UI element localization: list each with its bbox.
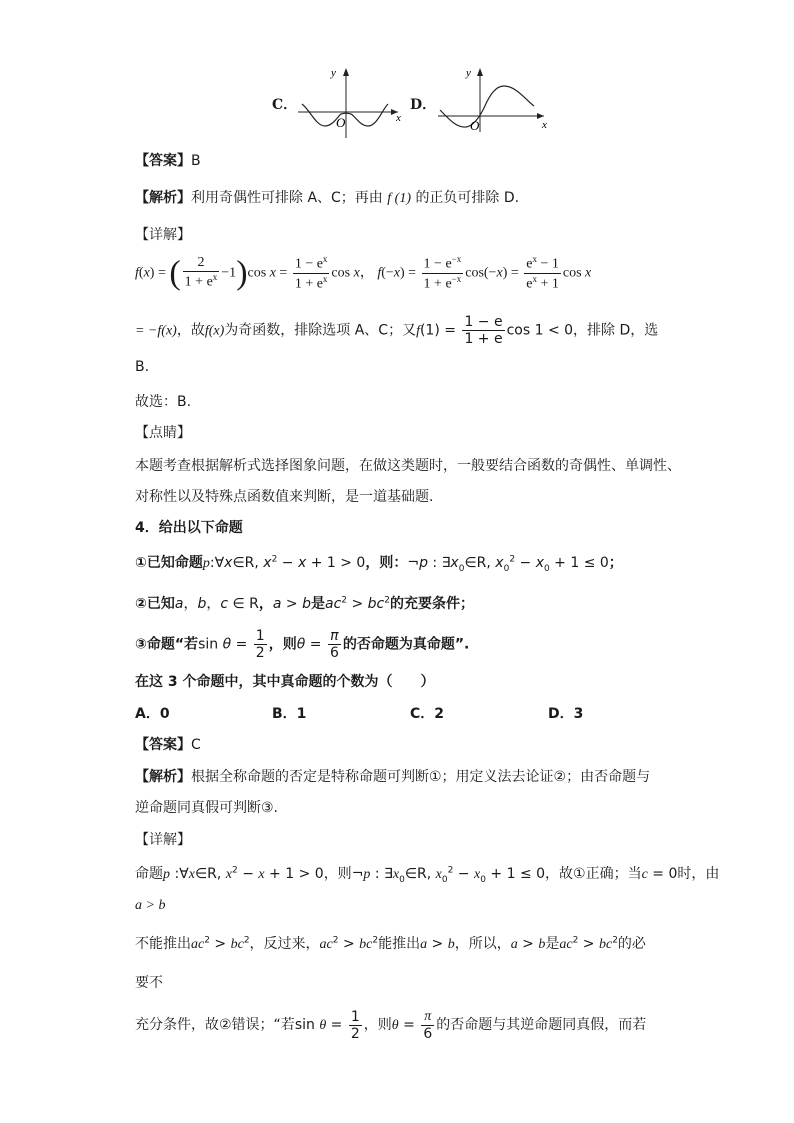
analysis-tag: 【解析】 <box>135 190 191 206</box>
q4-analysis-line2: 逆命题同真假可判断③. <box>135 800 279 816</box>
q3-tip-line2: 对称性以及特殊点函数值来判断，是一道基础题. <box>135 489 434 505</box>
option-d-label: D． <box>410 97 437 113</box>
answer-tag: 【答案】 <box>135 737 191 753</box>
q4-detail-line2: a > b <box>135 898 166 913</box>
q3-detail-line2: = −f(x)，故f(x)为奇函数，排除选项 A、C；又f(1) = $\frac{1 - e}{1 + e}$ cos 1 < 0，排除 D，选 <box>135 314 659 348</box>
q3-detail-tag: 【详解】 <box>135 227 191 243</box>
graph-c <box>296 64 408 140</box>
graph-d-y-label: y <box>466 67 471 79</box>
analysis-text-b: 的正负可排除 D. <box>415 190 520 206</box>
q4-proposition-3: ③命题“若sin θ = $\frac{1}{2}$ ，则θ = $\frac{\pi}{6}$ 的否命题为真命题”. <box>135 628 470 662</box>
graph-d-origin-label: O <box>470 118 480 132</box>
q3-tip-tag: 【点睛】 <box>135 425 191 441</box>
q4-analysis-line1: 【解析】根据全称命题的否定是特称命题可判断①；用定义法去论证②；由否命题与 <box>135 769 651 785</box>
q3-conclusion: 故选：B. <box>135 394 192 410</box>
q4-detail-line1: 命题p :∀x∈R, $x^2 - x + 1 > 0$，则¬p : $\exists x_0\in R$, $x_0^2 - x_0 + 1 \le 0$，故①正确；当c = 0时，由 <box>135 865 720 885</box>
graph-d-x-label: x <box>542 119 547 131</box>
q4-question: 在这 3 个命题中，其中真命题的个数为（ ） <box>135 674 435 690</box>
q4-proposition-2: ②已知a，b，c ∈ R，a > b是$ac^2 > bc^2$的充要条件； <box>135 595 474 612</box>
q3-formula-line1: f(x) = ( $\frac{2}{1 + e^x}$ −1)cos x = $\frac{1 - e^x}{1 + e^x}$ cos x， f(−x) = $\frac{1 - e^{-x}}{1 + e^{-x}}$ cos(−x) = $\frac{e^x - 1}{e^x + 1}$ cos x <box>135 254 592 292</box>
q4-option-c: C．2 <box>410 706 445 722</box>
q3-analysis <box>135 187 519 207</box>
graph-d <box>436 64 552 132</box>
analysis-tag: 【解析】 <box>135 769 191 785</box>
q4-option-a: A．0 <box>135 706 170 722</box>
q3-detail-line3: B. <box>135 359 150 375</box>
graph-c-x-label: x <box>396 112 401 124</box>
q4-detail-line5: 充分条件，故②错误；“若sin θ = $\frac{1}{2}$ ，则θ = $\frac{\pi}{6}$ 的否命题与其逆命题同真假，而若 <box>135 1008 647 1043</box>
q4-detail-tag: 【详解】 <box>135 832 191 848</box>
q4-proposition-1: ①已知命题p:∀x∈R, $x^2 - x + 1 > 0$，则：¬p : $\exists x_0\in R$, $x_0^2 - x_0 + 1 \le 0$； <box>135 554 623 574</box>
analysis-f1: f (1) <box>387 191 411 206</box>
q4-title: 4．给出以下命题 <box>135 520 243 536</box>
q4-answer <box>135 734 201 754</box>
q4-option-d: D．3 <box>548 706 584 722</box>
answer-value: C <box>191 737 201 753</box>
option-c-label: C． <box>272 97 298 113</box>
q3-tip-line1: 本题考查根据解析式选择图象问题，在做这类题时，一般要结合函数的奇偶性、单调性、 <box>135 458 681 474</box>
q3-answer <box>135 150 201 170</box>
graph-c-y-label: y <box>331 67 336 79</box>
answer-value: B <box>191 153 201 169</box>
analysis-text-a: 利用奇偶性可排除 A、C；再由 <box>191 190 383 206</box>
q4-detail-line4: 要不 <box>135 975 163 991</box>
answer-tag: 【答案】 <box>135 153 191 169</box>
q4-detail-line3: 不能推出$ac^2 > bc^2$，反过来，$ac^2 > bc^2$能推出a > b，所以，a > b是$ac^2 > bc^2$的必 <box>135 935 646 952</box>
q4-option-b: B．1 <box>272 706 307 722</box>
graph-c-origin-label: O <box>336 115 346 130</box>
